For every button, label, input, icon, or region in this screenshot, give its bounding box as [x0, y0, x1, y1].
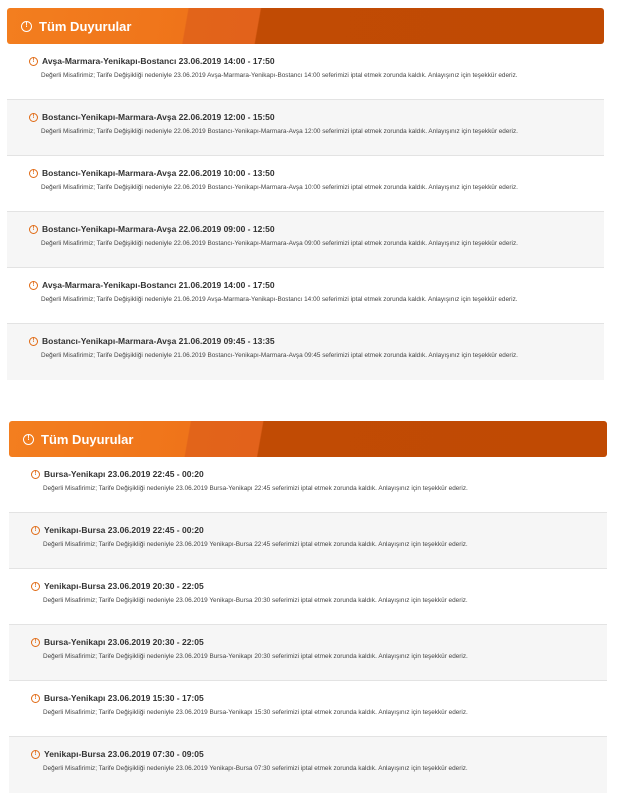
announcement-title[interactable]: Bostancı-Yenikapı-Marmara-Avşa 22.06.2019 12:00 - 15:50: [42, 112, 275, 122]
announcement-text: Değerli Misafirimiz; Tarife Değişikliği nedeniyle 23.06.2019 Bursa-Yenikapı 20:30 seferimizi iptal etmek zorunda kaldık. Anlayışınız için teşekkür ederiz.: [43, 653, 468, 660]
list-item[interactable]: [9, 737, 607, 793]
panel-header: [7, 8, 604, 44]
list-item[interactable]: [9, 569, 607, 625]
announcement-text: Değerli Misafirimiz; Tarife Değişikliği nedeniyle 23.06.2019 Yenikapı-Bursa 22:45 seferimizi iptal etmek zorunda kaldık. Anlayışınız için teşekkür ederiz.: [43, 541, 468, 548]
info-icon: !: [21, 21, 32, 32]
info-icon: !: [31, 694, 40, 703]
info-icon: !: [23, 434, 34, 445]
announcement-text: Değerli Misafirimiz; Tarife Değişikliği nedeniyle 23.06.2019 Yenikapı-Bursa 20:30 seferimizi iptal etmek zorunda kaldık. Anlayışınız için teşekkür ederiz.: [43, 597, 468, 604]
info-icon: !: [31, 750, 40, 759]
panel-header: [9, 421, 607, 457]
info-icon: !: [29, 225, 38, 234]
announcement-title[interactable]: Bostancı-Yenikapı-Marmara-Avşa 22.06.2019 10:00 - 13:50: [42, 168, 275, 178]
info-icon: !: [29, 113, 38, 122]
announcement-text: Değerli Misafirimiz; Tarife Değişikliği nedeniyle 23.06.2019 Bursa-Yenikapı 22:45 seferimizi iptal etmek zorunda kaldık. Anlayışınız için teşekkür ederiz.: [43, 485, 468, 492]
announcement-text: Değerli Misafirimiz; Tarife Değişikliği nedeniyle 23.06.2019 Yenikapı-Bursa 07:30 seferimizi iptal etmek zorunda kaldık. Anlayışınız için teşekkür ederiz.: [43, 765, 468, 772]
info-icon: !: [29, 337, 38, 346]
announcement-list: [9, 457, 607, 793]
announcement-text: Değerli Misafirimiz; Tarife Değişikliği nedeniyle 22.06.2019 Bostancı-Yenikapı-Marmara-Avşa 10:00 seferimizi iptal etmek zorunda kaldık. Anlayışınız için teşekkür ederiz.: [41, 184, 518, 191]
announcement-title[interactable]: Yenikapı-Bursa 23.06.2019 07:30 - 09:05: [44, 749, 204, 759]
info-icon: !: [29, 281, 38, 290]
info-icon: !: [31, 638, 40, 647]
panel-title: Tüm Duyurular: [41, 431, 134, 447]
announcement-title[interactable]: Bursa-Yenikapı 23.06.2019 15:30 - 17:05: [44, 693, 204, 703]
announcement-text: Değerli Misafirimiz; Tarife Değişikliği nedeniyle 22.06.2019 Bostancı-Yenikapı-Marmara-Avşa 09:00 seferimizi iptal etmek zorunda kaldık. Anlayışınız için teşekkür ederiz.: [41, 240, 518, 247]
announcement-title[interactable]: Bostancı-Yenikapı-Marmara-Avşa 22.06.2019 09:00 - 12:50: [42, 224, 275, 234]
list-item[interactable]: [7, 324, 604, 380]
info-icon: !: [29, 169, 38, 178]
list-item[interactable]: [7, 268, 604, 324]
list-item[interactable]: [9, 513, 607, 569]
panel-title: Tüm Duyurular: [39, 18, 132, 34]
list-item[interactable]: [9, 457, 607, 513]
announcement-title[interactable]: Bursa-Yenikapı 23.06.2019 20:30 - 22:05: [44, 637, 204, 647]
info-icon: !: [31, 526, 40, 535]
info-icon: !: [29, 57, 38, 66]
announcement-title[interactable]: Yenikapı-Bursa 23.06.2019 22:45 - 00:20: [44, 525, 204, 535]
announcement-title[interactable]: Avşa-Marmara-Yenikapı-Bostancı 21.06.2019 14:00 - 17:50: [42, 280, 275, 290]
list-item[interactable]: [7, 212, 604, 268]
announcement-text: Değerli Misafirimiz; Tarife Değişikliği nedeniyle 23.06.2019 Bursa-Yenikapı 15:30 seferimizi iptal etmek zorunda kaldık. Anlayışınız için teşekkür ederiz.: [43, 709, 468, 716]
announcement-list: [7, 44, 604, 380]
announcement-title[interactable]: Bursa-Yenikapı 23.06.2019 22:45 - 00:20: [44, 469, 204, 479]
announcement-title[interactable]: Yenikapı-Bursa 23.06.2019 20:30 - 22:05: [44, 581, 204, 591]
list-item[interactable]: [9, 681, 607, 737]
announcements-panel-2: [9, 421, 607, 793]
announcement-text: Değerli Misafirimiz; Tarife Değişikliği nedeniyle 23.06.2019 Avşa-Marmara-Yenikapı-Bostancı 14:00 seferimizi iptal etmek zorunda kaldık. Anlayışınız için teşekkür ederiz.: [41, 72, 518, 79]
info-icon: !: [31, 470, 40, 479]
list-item[interactable]: [7, 44, 604, 100]
list-item[interactable]: [7, 156, 604, 212]
list-item[interactable]: [9, 625, 607, 681]
announcement-title[interactable]: Avşa-Marmara-Yenikapı-Bostancı 23.06.2019 14:00 - 17:50: [42, 56, 275, 66]
announcements-panel-1: [7, 8, 604, 380]
list-item[interactable]: [7, 100, 604, 156]
announcement-text: Değerli Misafirimiz; Tarife Değişikliği nedeniyle 21.06.2019 Bostancı-Yenikapı-Marmara-Avşa 09:45 seferimizi iptal etmek zorunda kaldık. Anlayışınız için teşekkür ederiz.: [41, 352, 518, 359]
announcement-title[interactable]: Bostancı-Yenikapı-Marmara-Avşa 21.06.2019 09:45 - 13:35: [42, 336, 275, 346]
announcement-text: Değerli Misafirimiz; Tarife Değişikliği nedeniyle 22.06.2019 Bostancı-Yenikapı-Marmara-Avşa 12:00 seferimizi iptal etmek zorunda kaldık. Anlayışınız için teşekkür ederiz.: [41, 128, 518, 135]
announcement-text: Değerli Misafirimiz; Tarife Değişikliği nedeniyle 21.06.2019 Avşa-Marmara-Yenikapı-Bostancı 14:00 seferimizi iptal etmek zorunda kaldık. Anlayışınız için teşekkür ederiz.: [41, 296, 518, 303]
info-icon: !: [31, 582, 40, 591]
